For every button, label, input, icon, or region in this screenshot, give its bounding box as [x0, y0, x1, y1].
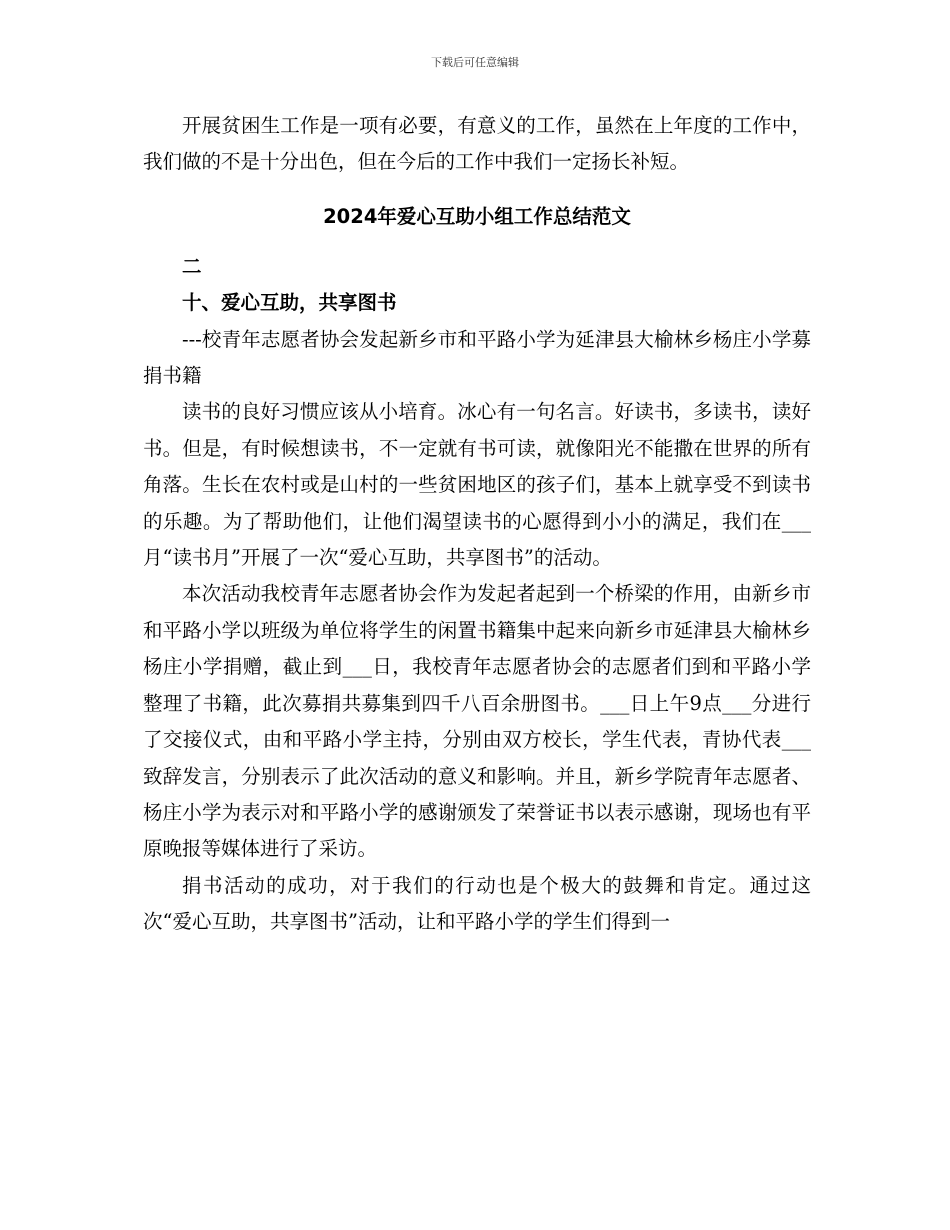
body-paragraph-3: 捐书活动的成功，对于我们的行动也是个极大的鼓舞和肯定。通过这次“爱心互助，共享图书”活动，让和平路小学的学生们得到一 [143, 873, 811, 934]
body-paragraph-2: 本次活动我校青年志愿者协会作为发起者起到一个桥梁的作用，由新乡市和平路小学以班级为单位将学生的闲置书籍集中起来向新乡市延津县大榆林乡杨庄小学捐赠，截止到___日，我校青年志愿者协会的志愿者们到和平路小学整理了书籍，此次募捐共募集到四千八百余册图书。___日上午9点___分进行了交接仪式，由和平路小学主持，分别由双方校长，学生代表，青协代表___致辞发言，分别表示了此次活动的意义和影响。并且，新乡学院青年志愿者、杨庄小学为表示对和平路小学的感谢颁发了荣誉证书以表示感谢，现场也有平原晚报等媒体进行了采访。 [143, 582, 811, 861]
body-paragraph-1: 读书的良好习惯应该从小培育。冰心有一句名言。好读书，多读书，读好书。但是，有时候想读书，不一定就有书可读，就像阳光不能撒在世界的所有角落。生长在农村或是山村的一些贫困地区的孩子们，基本上就享受不到读书的乐趣。为了帮助他们，让他们渴望读书的心愿得到小小的满足，我们在___月“读书月”开展了一次“爱心互助，共享图书”的活动。 [143, 400, 811, 570]
document-title: 2024年爱心互助小组工作总结范文 [323, 204, 631, 228]
section-number: 二 [182, 254, 202, 278]
subtitle-paragraph: ---校青年志愿者协会发起新乡市和平路小学为延津县大榆林乡杨庄小学募捐书籍 [143, 327, 811, 388]
section-heading: 十、爱心互助，共享图书 [182, 291, 397, 315]
document-body [143, 108, 811, 941]
intro-paragraph: 开展贫困生工作是一项有必要，有意义的工作，虽然在上年度的工作中，我们做的不是十分出色，但在今后的工作中我们一定扬长补短。 [143, 114, 811, 174]
page-header: 下载后可任意编辑 [431, 56, 519, 69]
